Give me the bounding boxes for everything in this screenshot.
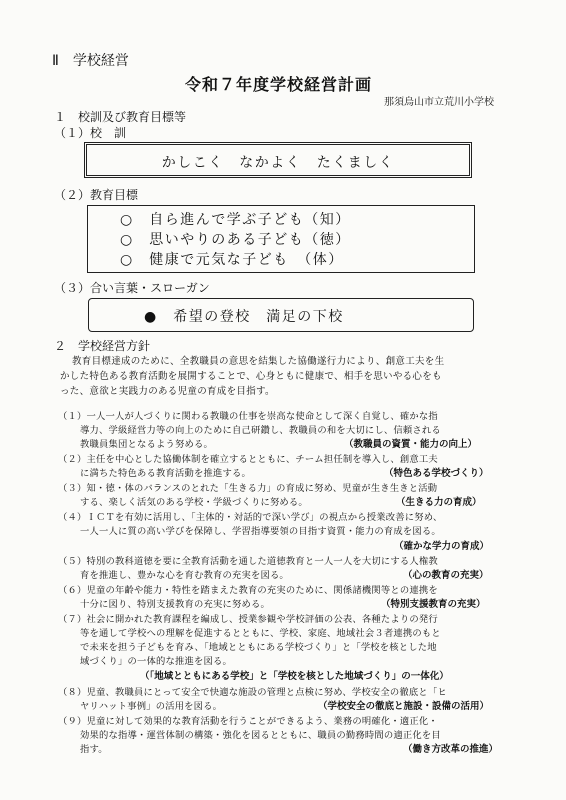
goal-virtue: ○ 思いやりのある子ども（徳） xyxy=(120,232,351,248)
policy-item-line: 一人一人に質の高い学びを保障し、学習指導要領の目指す資質・能力の育成を図る。 xyxy=(80,526,441,537)
policy-tag: （特色ある学校づくり） xyxy=(384,468,489,479)
policy-item-line: 十分に図り、特別支援教育の充実に努める。 xyxy=(80,599,270,610)
goal-knowledge: ○ 自ら進んで学ぶ子ども（知） xyxy=(120,212,351,228)
policy-item-line: ヤリハット事例」の活用を図る。 xyxy=(80,701,223,712)
s1-heading: １ 校訓及び教育目標等 xyxy=(54,110,187,124)
motto-box xyxy=(84,142,472,178)
policy-tag: （教職員の資質・能力の向上） xyxy=(344,439,478,450)
policy-tag: （「地域とともにある学校」と「学校を核とした地域づくり」の一体化） xyxy=(140,671,449,682)
goals-box xyxy=(87,205,475,273)
policy-item-line: 効果的な指導・運営体制の構築・強化を図るとともに、職員の勤務時間の適正化を目 xyxy=(80,730,441,741)
school-name: 那須烏山市立荒川小学校 xyxy=(384,97,494,108)
policy-tag: （生きる力の育成） xyxy=(396,497,482,508)
policy-item-line: （８）児童、教職員にとって安全で快適な施設の管理と点検に努め、学校安全の徹底と「ヒ xyxy=(58,687,447,698)
policy-item-line: 教職員集団となるよう努める。 xyxy=(80,439,213,450)
policy-item-line: 域づくり」の一体的な推進を図る。 xyxy=(80,656,232,667)
goals-heading: （２）教育目標 xyxy=(54,188,139,202)
policy-item-line: 導力、学級経営力等の向上のために自己研鑽し、教職員の和を大切にし、信頼される xyxy=(80,425,441,436)
policy-item-line: （１）一人一人が人づくりに関わる教職の仕事を崇高な使命として深く自覚し、確かな指 xyxy=(58,411,438,422)
policy-tag: （心の教育の充実） xyxy=(403,570,489,581)
page-title: 令和７年度学校経営計画 xyxy=(185,75,373,94)
policy-tag: （働き方改革の推進） xyxy=(403,744,499,755)
policy-tag: （確かな学力の育成） xyxy=(394,541,490,552)
policy-item-line: （７）社会に開かれた教育課程を編成し、授業参観や学校評価の公表、各種たよりの発行 xyxy=(58,614,438,625)
intro-line: 教育目標達成のために、全教職員の意思を結集した協働遂行力により、創意工夫を生 xyxy=(72,356,445,367)
policy-item-line: （９）児童に対して効果的な教育活動を行うことができるよう、業務の明確化・適正化・ xyxy=(58,716,438,727)
policy-item-line: 育を推進し、豊かな心を育む教育の充実を図る。 xyxy=(80,570,289,581)
policy-tag: （特別支援教育の充実） xyxy=(381,599,486,610)
s2-heading: ２ 学校経営方針 xyxy=(54,339,151,353)
policy-item-line: で未来を担う子どもを育み、「地域とともにある学校づくり」と「学校を核とした地 xyxy=(80,642,437,653)
intro-line: った、意欲と実践力のある児童の育成を目指す。 xyxy=(60,386,275,397)
policy-item-line: （４）ＩＣＴを有効に活用し、「主体的・対話的で深い学び」の視点から授業改善に努め、 xyxy=(58,512,443,523)
policy-item-line: する、楽しく活気のある学校・学級づくりに努める。 xyxy=(80,497,308,508)
goal-body: ○ 健康で元気な子ども （体） xyxy=(120,252,344,268)
policy-item-line: 指す。 xyxy=(80,744,108,755)
motto-heading: （１）校 訓 xyxy=(54,126,127,140)
policy-item-line: （５）特別の教科道徳を要に全教育活動を通した道徳教育と一人一人を大切にする人権教 xyxy=(58,556,438,567)
intro-line: かした特色ある教育活動を展開することで、心身ともに健康で、相手を思いやる心をも xyxy=(60,371,442,382)
policy-item-line: 等を通して学校への理解を促進するとともに、学校、家庭、地域社会３者連携のもと xyxy=(80,628,441,639)
policy-item-line: （３）知・徳・体のバランスのとれた「生きる力」の育成に努め、児童が生き生きと活動 xyxy=(58,483,438,494)
motto-text: かしこく なかよく たくましく xyxy=(161,155,395,171)
section-heading: Ⅱ 学校経営 xyxy=(52,53,129,69)
slogan-text: ● 希望の登校 満足の下校 xyxy=(144,309,344,325)
policy-item-line: に満ちた特色ある教育活動を推進する。 xyxy=(80,468,251,479)
policy-item-line: （２）主任を中心とした協働体制を確立するとともに、チーム担任制を導入し、創意工夫 xyxy=(58,454,438,465)
policy-item-line: （６）児童の年齢や能力・特性を踏まえた教育の充実のために、関係諸機関等との連携を xyxy=(58,585,438,596)
slogan-box xyxy=(88,298,474,332)
slogan-heading: （３）合い言葉・スローガン xyxy=(54,281,210,295)
policy-tag: （学校安全の徹底と施設・設備の活用） xyxy=(318,701,490,712)
